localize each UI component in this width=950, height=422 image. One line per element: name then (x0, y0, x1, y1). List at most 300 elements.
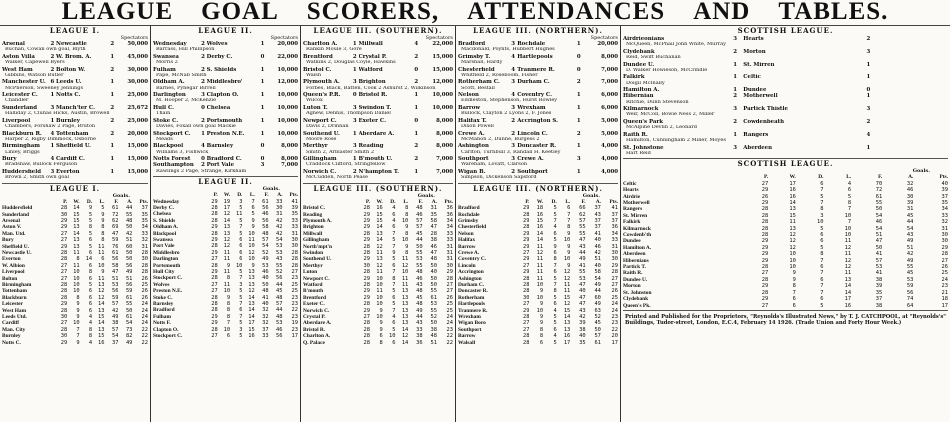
stat-cell: 22 (611, 326, 618, 333)
stat-cell: 12 (376, 243, 383, 250)
spectators: 10,000 (277, 92, 298, 99)
stat-cell: 10 (563, 256, 571, 263)
stat-cell: 11 (223, 281, 231, 288)
stat-cell: 57 (111, 301, 119, 308)
stat-cell: 4 (392, 217, 396, 224)
stat-cell: 31 (906, 206, 914, 213)
team-name: Newcastle U. (2, 250, 32, 257)
stat-cell: 31 (141, 243, 148, 250)
home-team: Ashington (458, 143, 489, 150)
stat-cell: 13 (73, 224, 80, 231)
stat-cell: 54 (594, 275, 601, 282)
stat-cell: 33 (416, 326, 423, 333)
stat-cell: 8 (553, 288, 557, 295)
stat-cell: 13 (401, 307, 409, 314)
stat-cell: 14 (73, 230, 80, 237)
home-goals: 3 (50, 168, 55, 175)
stat-cell: 44 (276, 281, 283, 288)
team-name: Grimsby (458, 217, 479, 224)
stat-cell: 5 (88, 282, 93, 289)
stat-cell: 7 (239, 301, 243, 308)
home-goals: 3 (352, 104, 357, 111)
spectators: 6,000 (601, 104, 618, 111)
goal-scorers: Marshall, Hardy (461, 60, 503, 65)
column-header: P. (365, 198, 371, 205)
stat-cell: 29 (761, 187, 769, 194)
stat-cell: 8 (101, 230, 105, 237)
stat-cell: 4 (88, 320, 93, 327)
away-goals: 1 (414, 92, 419, 99)
stat-cell: 28 (211, 294, 218, 301)
goal-scorers: Wareham, Lovatt, Clarson (461, 162, 528, 168)
team-name: Swansea (153, 237, 173, 244)
stat-cell: 27 (522, 301, 530, 308)
stat-cell: 63 (594, 307, 601, 314)
team-name: Q. Palace (303, 339, 325, 346)
column-header: D. (86, 198, 93, 205)
team-name: Preston N.E. (153, 288, 183, 295)
stat-cell: 49 (125, 269, 133, 276)
home-team: Wednesday (153, 41, 187, 47)
stat-cell: 13 (223, 224, 231, 231)
stat-cell: 14 (248, 307, 255, 314)
stat-cell: 10 (844, 212, 852, 219)
stat-cell: 44 (579, 250, 586, 257)
stat-cell: 45 (906, 212, 914, 219)
column (0, 26, 150, 422)
stat-cell: 50 (125, 224, 133, 231)
table-row (623, 303, 948, 309)
stat-cell: 33 (141, 230, 148, 237)
spectators: 20,000 (597, 41, 618, 47)
column-header: L. (565, 198, 571, 205)
team-name: B'mouth (303, 288, 324, 295)
stat-cell: 24 (941, 276, 948, 283)
spectators-label: Spectators (425, 35, 453, 41)
team-name: Aston V. (2, 224, 22, 231)
stat-cell: 25 (941, 270, 948, 277)
team-name: West Ham (2, 307, 27, 314)
stat-cell: 28 (60, 205, 68, 212)
stat-cell: 11 (563, 282, 571, 289)
home-goals: 3 (352, 79, 357, 86)
team-name: Hartlepools (458, 301, 485, 308)
section-rule (623, 310, 948, 311)
team-name: Doncaster R. (458, 288, 488, 295)
home-goals: 2 (511, 168, 516, 175)
home-goals: 3 (511, 143, 516, 150)
table-heading: LEAGUE I. (49, 183, 101, 193)
home-goals: 2 (352, 168, 357, 175)
stat-cell: 26 (611, 288, 618, 295)
column-header: F. (418, 198, 423, 205)
spectators-label: Spectators (270, 35, 298, 41)
spectators: 4,000 (601, 156, 618, 163)
stat-cell: 7 (820, 283, 824, 290)
stat-cell: 47 (579, 237, 586, 244)
stat-cell: 28 (60, 288, 68, 295)
stat-cell: 5 (392, 326, 396, 333)
stat-cell: 27 (291, 269, 298, 276)
team-name: Birmingham (2, 282, 32, 289)
stat-cell: 6 (88, 301, 93, 308)
stat-cell: 15 (98, 333, 105, 340)
stat-cell: 11 (376, 288, 383, 295)
stat-cell: 53 (276, 320, 283, 327)
home-team: Leicester C. (2, 92, 38, 99)
goal-scorers: Moore Rose (306, 136, 337, 142)
team-name: Aberdeen (623, 251, 646, 258)
stat-cell: 33 (446, 230, 453, 237)
team-name: Exeter C. (303, 301, 325, 308)
stat-cell: 10 (248, 230, 255, 237)
stat-cell: 29 (211, 313, 218, 320)
stat-cell: 48 (416, 288, 423, 295)
column-header: L. (403, 198, 409, 205)
stat-cell: 23 (291, 301, 298, 308)
stat-cell: 34 (446, 217, 453, 224)
stat-cell: 15 (536, 217, 544, 224)
column-header: D. (237, 192, 243, 199)
stat-cell: 22 (446, 333, 453, 340)
stat-cell: 9 (226, 294, 231, 301)
goal-scorers: D. Walker Howieson, McCrindle (626, 67, 708, 73)
stat-cell: 9 (379, 326, 383, 333)
home-team: Oldham A. (153, 79, 185, 86)
home-team: Charlton A. (303, 41, 338, 47)
away-team: Southport (517, 168, 548, 175)
stat-cell: 7 (239, 275, 243, 282)
stat-cell: 11 (844, 238, 852, 245)
stat-cell: 6 (392, 339, 396, 346)
stat-cell: 42 (276, 230, 283, 237)
stat-cell: 23 (291, 294, 298, 301)
stat-cell: 11 (223, 256, 231, 263)
team-name: Bristol R. (303, 326, 326, 333)
goal-scorers: Gibbins, Watson Butler (5, 72, 64, 78)
stat-cell: 12 (563, 269, 571, 276)
home-team: Huddersfield (2, 168, 42, 175)
stat-cell: 47 (579, 301, 586, 308)
stat-cell: 29 (60, 224, 68, 231)
stat-cell: 55 (125, 211, 133, 218)
stat-cell: 28 (211, 204, 218, 211)
stat-cell: 5 (88, 217, 93, 224)
home-goals: 3 (352, 117, 357, 124)
column-header: W. (223, 192, 231, 199)
stat-cell: 50 (416, 243, 423, 250)
stat-cell: 40 (594, 262, 601, 269)
spectators: 5,000 (601, 117, 618, 124)
stat-cell: 13 (73, 237, 80, 244)
goals-label: Goals. (582, 192, 600, 199)
spectators: 4,000 (601, 143, 618, 150)
stat-cell: 14 (248, 313, 255, 320)
stat-cell: 17 (789, 180, 796, 187)
columns (0, 26, 950, 422)
stat-cell: 12 (563, 301, 571, 308)
stat-cell: 37 (111, 339, 119, 346)
stat-cell: 7 (847, 206, 852, 213)
stat-cell: 12 (789, 238, 796, 245)
stat-cell: 36 (416, 339, 423, 346)
stat-cell: 39 (291, 204, 298, 211)
stat-cell: 10 (376, 314, 383, 321)
stat-cell: 50 (430, 275, 438, 282)
stat-cell: 8 (405, 211, 409, 218)
stat-cell: 6 (820, 264, 824, 271)
stat-cell: 28 (60, 256, 68, 263)
spectators: 30,000 (127, 66, 148, 73)
team-name: Nelson (458, 230, 474, 237)
stat-cell: 14 (789, 200, 796, 206)
home-team: Kilmarnock (623, 106, 659, 113)
stat-cell: 57 (875, 257, 883, 264)
stat-cell: 28 (761, 206, 769, 213)
stat-cell: 5 (820, 225, 824, 232)
home-goals: 0 (201, 156, 205, 163)
stat-cell: 40 (430, 269, 438, 276)
stat-cell: 5 (553, 205, 557, 212)
team-name: Wigan Boro (458, 320, 486, 327)
stat-cell: 11 (376, 250, 383, 257)
team-name: Bolton (2, 275, 18, 282)
stat-cell: 46 (906, 187, 914, 194)
stat-cell: 27 (446, 282, 453, 289)
stat-cell: 28 (211, 230, 218, 237)
stat-cell: 7 (820, 187, 824, 194)
stat-cell: 5 (239, 333, 243, 340)
stat-cell: 9 (392, 250, 396, 257)
stat-cell: 30 (60, 314, 68, 321)
away-team: Middlesbro' (206, 79, 243, 86)
home-team: St. Johnstone (623, 144, 664, 151)
stat-cell: 23 (941, 283, 948, 290)
away-goals: 4 (414, 41, 419, 47)
stat-cell: 5 (239, 294, 243, 301)
stat-cell: 41 (875, 251, 883, 258)
stat-cell: 27 (60, 237, 68, 244)
stat-cell: 25 (446, 301, 453, 308)
away-goals: 1 (866, 74, 871, 81)
stat-cell: 49 (579, 256, 586, 263)
stat-cell: 35 (941, 200, 948, 206)
stat-cell: 20 (611, 333, 618, 340)
goal-scorers: Walker, Capewell Byers (5, 60, 65, 65)
stat-cell: 8 (379, 339, 383, 346)
stat-cell: 29 (522, 205, 530, 212)
goal-scorers: Davies, Foxall own goal Mackie (156, 123, 236, 129)
stat-cell: 6 (820, 276, 824, 283)
away-goals: 2 (110, 66, 115, 73)
away-team: Leeds U. (56, 79, 82, 86)
stat-cell: 25 (141, 282, 148, 289)
stat-cell: 12 (376, 262, 383, 269)
column-header: W. (73, 198, 80, 205)
stat-cell: 29 (761, 244, 769, 251)
stat-cell: 6 (101, 256, 105, 263)
stat-cell: 64 (906, 302, 914, 309)
spectators: 8,000 (281, 143, 298, 150)
stat-cell: 35 (291, 211, 298, 218)
goal-scorers: Rankin Moule 3, Gore (306, 47, 362, 53)
stat-cell: 51 (125, 275, 133, 282)
stat-cell: 11 (376, 269, 383, 276)
stat-cell: 43 (579, 243, 586, 250)
stat-cell: 38 (875, 302, 883, 309)
home-goals: 3 (733, 36, 737, 42)
stat-cell: 12 (536, 250, 544, 257)
stat-cell: 16 (844, 302, 852, 309)
stat-cell: 30 (60, 211, 68, 218)
home-team: Blackburn R. (2, 130, 42, 137)
away-team: Newcastle (56, 41, 87, 47)
stat-cell: 28 (761, 276, 769, 283)
away-goals: 1 (260, 92, 265, 99)
stat-cell: 6 (88, 237, 93, 244)
home-goals: 3 (733, 144, 737, 151)
column-header: W. (789, 174, 796, 181)
stat-cell: 30 (446, 262, 453, 269)
stat-cell: 53 (875, 264, 883, 271)
stat-cell: 9 (405, 224, 409, 231)
stat-cell: 4 (392, 314, 396, 321)
stat-cell: 23 (291, 313, 298, 320)
goal-scorers: Thain (156, 111, 171, 117)
team-name: Huddersfield (2, 205, 33, 212)
column-header: W. (376, 198, 383, 205)
home-goals: 4 (511, 66, 516, 73)
stat-cell: 42 (906, 251, 914, 258)
stat-cell: 8 (226, 313, 231, 320)
home-team: Stoke C. (153, 117, 179, 124)
team-name: Clydebank (623, 296, 649, 303)
stat-cell: 21 (941, 289, 948, 296)
goal-scorers: Craddock Clifford, Stringfellow (306, 162, 386, 168)
team-name: Accrington (458, 269, 484, 276)
stat-cell: 6 (239, 243, 243, 250)
table-row (303, 237, 453, 243)
away-team: Port Vale (206, 162, 235, 169)
stat-cell: 22 (141, 333, 148, 340)
team-name: Luton (303, 269, 318, 276)
stat-cell: 50 (430, 320, 438, 327)
column-header: F. (114, 198, 119, 205)
stat-cell: 52 (594, 314, 601, 321)
goal-scorers: Weir, McColl, Bowie Ness 2, Miller (626, 112, 715, 118)
stat-cell: 46 (262, 269, 269, 276)
home-goals: 2 (511, 117, 516, 124)
home-team: Norwich C. (303, 168, 337, 175)
stat-cell: 29 (761, 251, 769, 258)
stat-cell: 26 (446, 294, 453, 301)
team-name: Middlesbro (153, 249, 180, 256)
title-word: LEAGUE (61, 0, 174, 25)
stat-cell: 27 (611, 282, 618, 289)
stat-cell: 47 (111, 269, 119, 276)
stat-cell: 52 (276, 269, 283, 276)
stat-cell: 13 (98, 307, 105, 314)
away-goals: 1 (260, 104, 265, 111)
away-goals: 0 (866, 87, 871, 94)
stat-cell: 6 (792, 296, 796, 303)
stat-cell: 10 (401, 217, 409, 224)
stat-cell: 36 (446, 205, 453, 212)
column-header: F. (264, 192, 269, 199)
away-team: Millwall (358, 41, 383, 47)
spectators: 10,000 (432, 92, 453, 99)
stat-cell: 28 (291, 249, 298, 256)
stat-cell: 42 (579, 314, 586, 321)
stat-cell: 29 (60, 339, 68, 346)
stat-cell: 8 (553, 256, 557, 263)
table-row (153, 224, 298, 230)
stat-cell: 11 (248, 237, 255, 244)
away-goals: 1 (414, 130, 419, 137)
stat-cell: 43 (579, 307, 586, 314)
home-team: Falkirk (623, 74, 645, 81)
stat-cell: 10 (248, 243, 255, 250)
away-goals: 0 (260, 53, 265, 60)
stat-cell: 5 (820, 302, 824, 309)
stat-cell: 16 (248, 333, 255, 340)
stat-cell: 27 (522, 262, 530, 269)
away-team: Crystal P. (358, 53, 387, 60)
stat-cell: 70 (875, 180, 883, 187)
stat-cell: 28 (611, 269, 618, 276)
stat-cell: 30 (141, 256, 148, 263)
stat-cell: 28 (430, 230, 438, 237)
column-header: Pts. (289, 192, 298, 199)
stat-cell: 7 (392, 269, 396, 276)
home-goals: 2 (50, 53, 55, 60)
stat-cell: 17 (248, 320, 255, 327)
stat-cell: 10 (376, 282, 383, 289)
team-name: Rochdale (458, 211, 480, 218)
stat-cell: 33 (941, 212, 948, 219)
column-header: F. (878, 174, 883, 181)
stat-cell: 13 (376, 256, 383, 263)
stat-cell: 37 (594, 224, 601, 231)
goal-scorers: Bradshaw, Bullock Ferguson (5, 162, 78, 168)
stat-cell: 15 (73, 211, 80, 218)
goal-scorers: Halliday 2, Clunas Hicks, Austin, Browell (5, 111, 110, 117)
stat-cell: 43 (416, 320, 423, 327)
home-team: Wigan B. (458, 168, 486, 175)
away-goals: 1 (576, 41, 581, 47)
stat-cell: 7 (792, 289, 796, 296)
team-name: Wrexham (458, 314, 481, 321)
away-team: Chelsea (206, 104, 231, 111)
stat-cell: 6 (392, 224, 396, 231)
team-name: Aberdare A. (303, 320, 332, 327)
goal-scorers: Barrass, Hill Phillipson (156, 47, 215, 53)
home-goals: 3 (511, 41, 516, 47)
stat-cell: 7 (392, 243, 396, 250)
stat-cell: 37 (611, 211, 618, 218)
home-goals: 2 (352, 53, 357, 60)
table-row (153, 333, 298, 339)
stat-cell: 14 (844, 289, 852, 296)
stat-cell: 24 (611, 301, 618, 308)
away-team: Aberdare A. (358, 130, 395, 137)
stat-cell: 45 (416, 294, 423, 301)
stat-cell: 30 (611, 250, 618, 257)
stat-cell: 28 (363, 230, 371, 237)
stat-cell: 54 (125, 320, 133, 327)
stat-cell: 32 (906, 180, 914, 187)
goal-scorers: Davis 2, Drinnan (306, 123, 349, 129)
